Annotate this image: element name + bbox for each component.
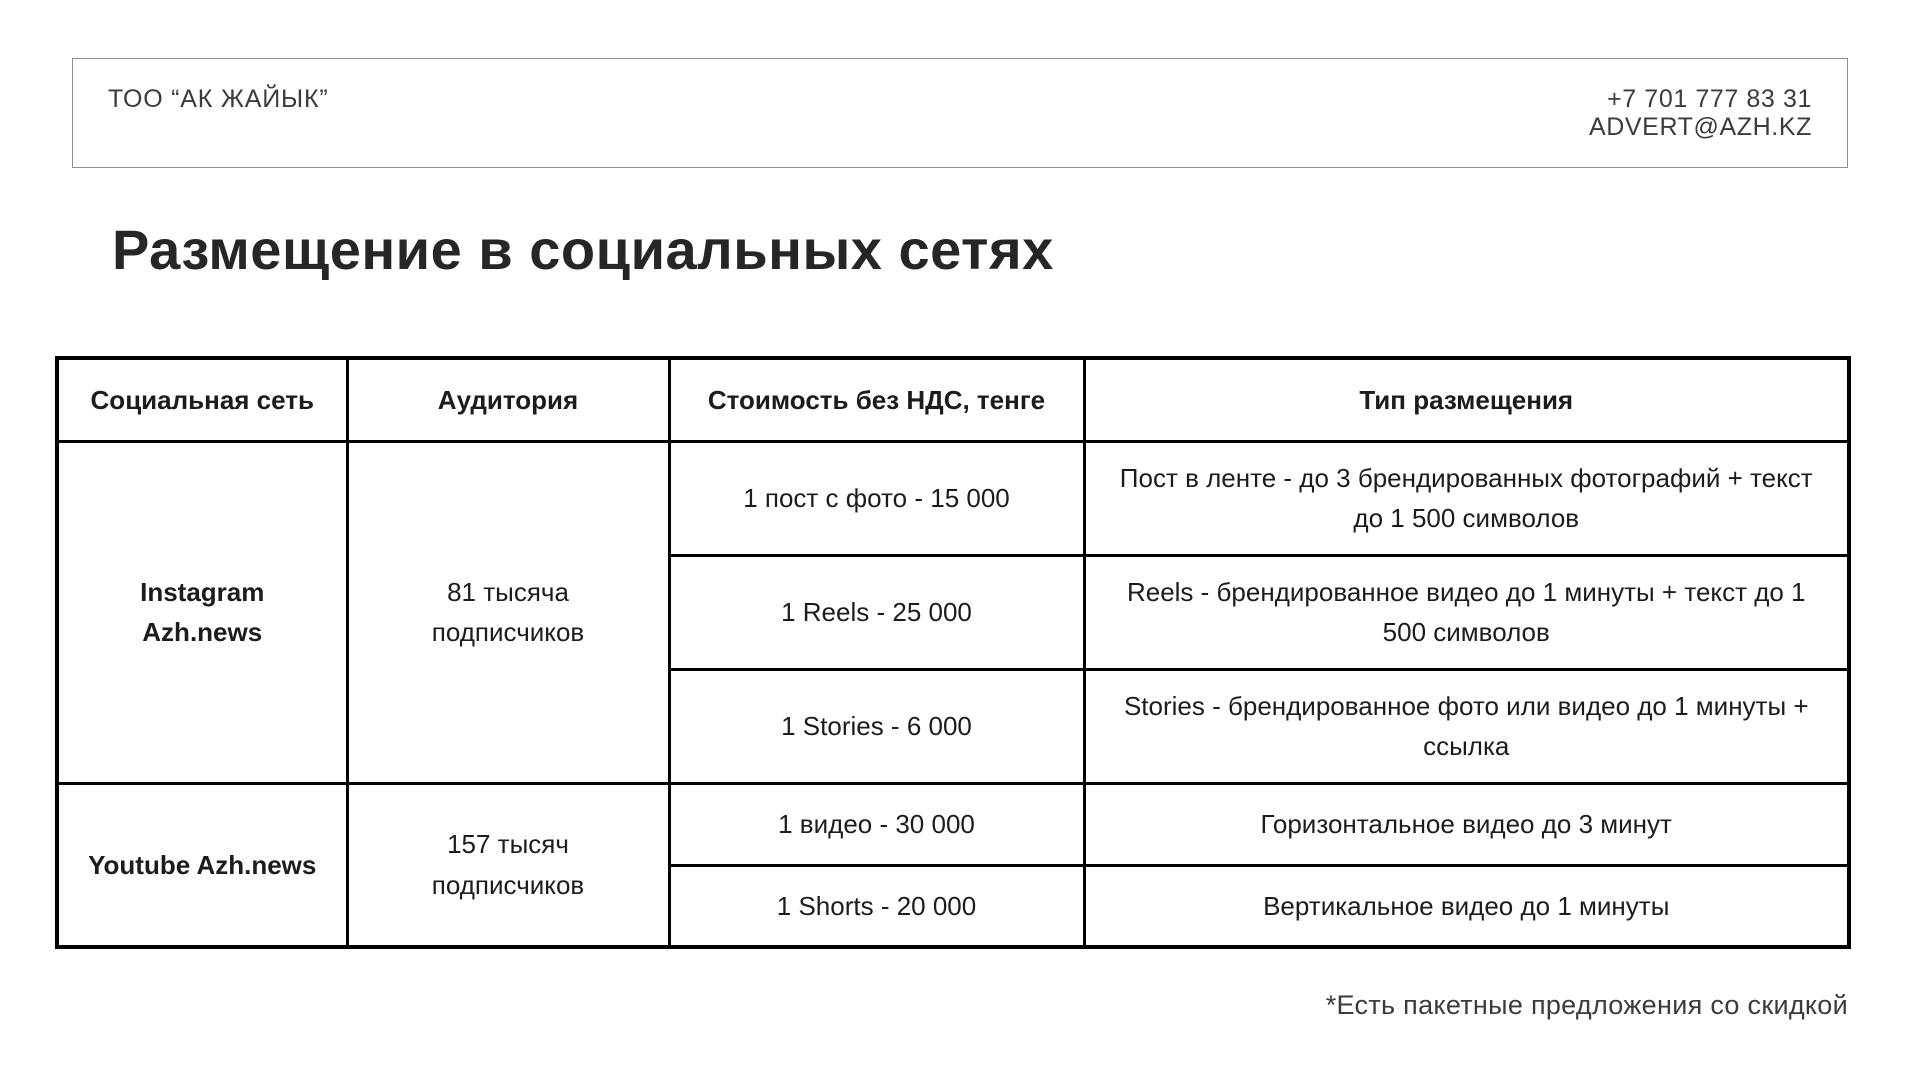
column-header-audience: Аудитория [347, 358, 669, 441]
audience-cell-youtube: 157 тысяч подписчиков [347, 783, 669, 947]
column-header-network: Социальная сеть [57, 358, 347, 441]
audience-cell-instagram: 81 тысяча подписчиков [347, 441, 669, 783]
table-row-youtube-video [57, 783, 1849, 865]
column-header-price: Стоимость без НДС, тенге [669, 358, 1084, 441]
phone-number: +7 701 777 83 31 [1607, 85, 1812, 113]
company-name: ТОО “АК ЖАЙЫК” [108, 85, 329, 113]
network-cell-instagram: Instagram Azh.news [57, 441, 347, 783]
contact-box [72, 58, 1848, 168]
table-header-row [57, 358, 1849, 441]
pricing-table [55, 356, 1851, 949]
type-cell-instagram-reels: Reels - брендированное видео до 1 минуты + текст до 1 500 символов [1084, 555, 1849, 669]
contact-block [1589, 85, 1812, 141]
type-cell-instagram-stories: Stories - брендированное фото или видео до 1 минуты + ссылка [1084, 669, 1849, 783]
page-title: Размещение в социальных сетях [112, 218, 1054, 281]
price-cell-youtube-video: 1 видео - 30 000 [669, 783, 1084, 865]
table-row-instagram-post [57, 441, 1849, 555]
price-cell-instagram-reels: 1 Reels - 25 000 [669, 555, 1084, 669]
type-cell-youtube-shorts: Вертикальное видео до 1 минуты [1084, 865, 1849, 947]
discount-footnote: *Есть пакетные предложения со скидкой [1325, 990, 1848, 1020]
email-address: ADVERT@AZH.KZ [1588, 113, 1812, 141]
type-cell-youtube-video: Горизонтальное видео до 3 минут [1084, 783, 1849, 865]
price-cell-instagram-stories: 1 Stories - 6 000 [669, 669, 1084, 783]
price-cell-youtube-shorts: 1 Shorts - 20 000 [669, 865, 1084, 947]
column-header-type: Тип размещения [1084, 358, 1849, 441]
type-cell-instagram-post: Пост в ленте - до 3 брендированных фотографий + текст до 1 500 символов [1084, 441, 1849, 555]
network-cell-youtube: Youtube Azh.news [57, 783, 347, 947]
price-cell-instagram-post: 1 пост с фото - 15 000 [669, 441, 1084, 555]
